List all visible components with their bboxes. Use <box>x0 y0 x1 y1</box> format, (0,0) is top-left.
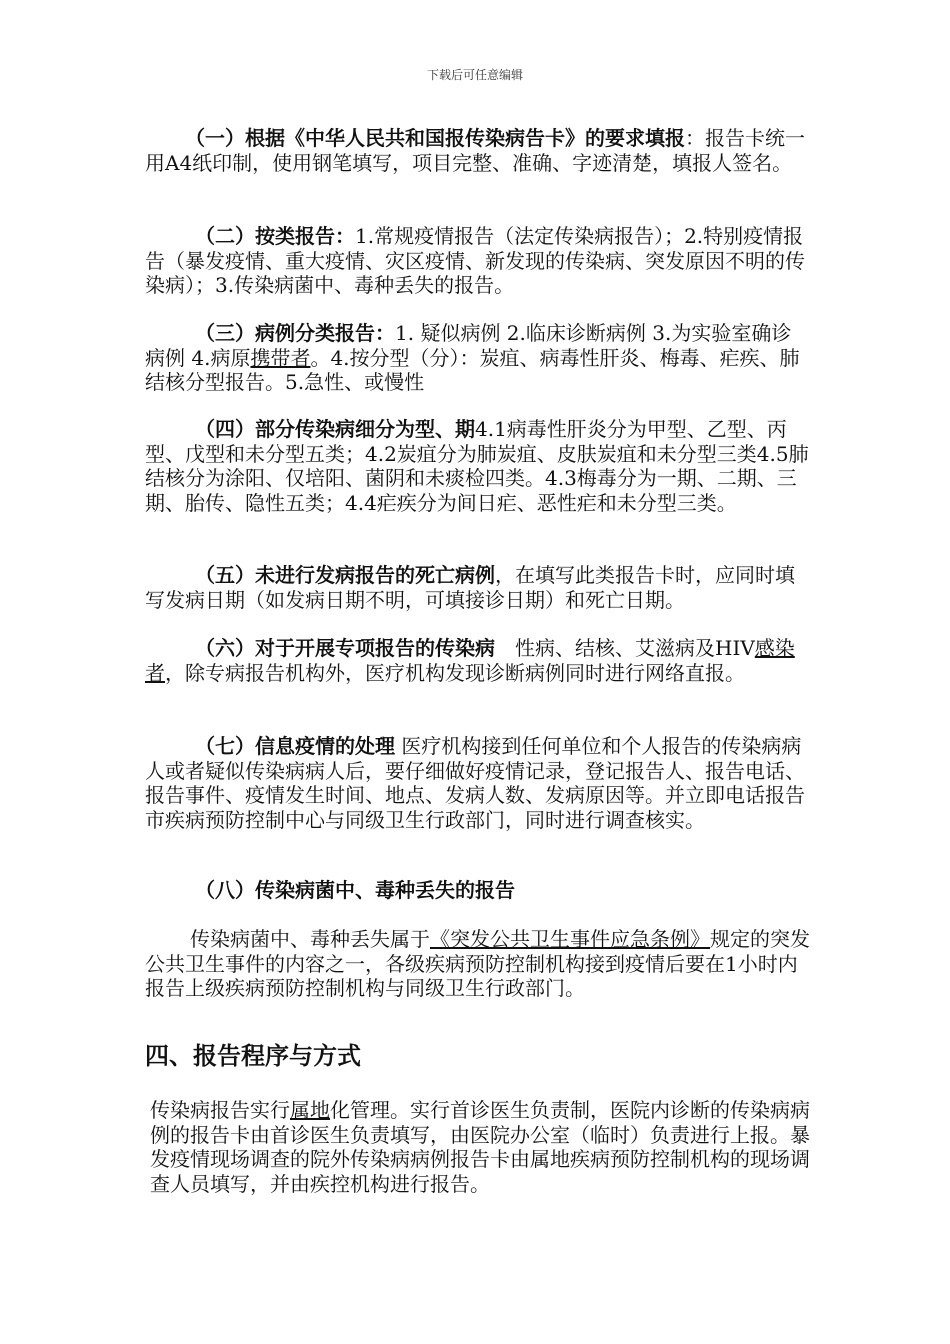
paragraph-6-body: 性病、结核、艾滋病及HIV <box>495 636 755 660</box>
section-paragraph <box>150 1098 810 1196</box>
section-paragraph-body-end: 化管理。实行首诊医生负责制，医院内诊断的传染病病例的报告卡由首诊医生负责填写，由医院办公室（临时）负责进行上报。暴发疫情现场调查的院外传染病病例报告卡由属地疾病预防控制机构的现场调查人员填写，并由疾控机构进行报告。 <box>150 1098 810 1196</box>
paragraph-3 <box>145 321 810 395</box>
paragraph-7-body: 医疗机构接到任何单位和个人报告的传染病病人或者疑似传染病病人后，要仔细做好疫情记录，登记报告人、报告电话、报告事件、疫情发生时间、地点、发病人数、发病原因等。并立即电话报告市疾病预防控制中心与同级卫生行政部门，同时进行调查核实。 <box>145 734 805 832</box>
paragraph-3-body-end: 。4.按分型（分）：炭疽、病毒性肝炎、梅毒、疟疾、肺结核分型报告。5.急性、或慢性 <box>145 345 800 394</box>
paragraph-6-underlined: 感染者 <box>145 636 795 685</box>
paragraph-7-heading: （七）信息疫情的处理 <box>195 734 395 758</box>
paragraph-5-heading: （五）未进行发病报告的死亡病例 <box>195 563 495 587</box>
paragraph-6-heading: （六）对于开展专项报告的传染病 <box>195 636 495 660</box>
paragraph-9-body-end: 规定的突发公共卫生事件的内容之一，各级疾病预防控制机构接到疫情后要在1小时内报告上级疾病预防控制机构与同级卫生行政部门。 <box>145 927 810 1000</box>
paragraph-8-heading: （八）传染病菌中、毒种丢失的报告 <box>195 878 515 902</box>
paragraph-9-underlined: 《突发公共卫生事件应急条例》 <box>430 927 710 951</box>
section-title: 四、报告程序与方式 <box>145 1041 361 1070</box>
paragraph-3-underlined: 携带者 <box>250 345 311 370</box>
paragraph-1-body: ：报告卡统一用A4纸印制，使用钢笔填写，项目完整、准确、字迹清楚，填报人签名。 <box>145 126 805 175</box>
paragraph-6-body-end: ，除专病报告机构外，医疗机构发现诊断病例同时进行网络直报。 <box>165 660 745 685</box>
paragraph-8 <box>145 878 810 903</box>
paragraph-3-body: 1. 疑似病例 2.临床诊断病例 3.为实验室确诊病例 4.病原 <box>145 321 792 370</box>
paragraph-5-body: ，在填写此类报告卡时，应同时填写发病日期（如发病日期不明，可填接诊日期）和死亡日期。 <box>145 563 795 612</box>
paragraph-2 <box>145 224 810 298</box>
paragraph-9-body: 传染病菌中、毒种丢失属于 <box>190 927 430 951</box>
page-header: 下载后可任意编辑 <box>426 68 523 82</box>
paragraph-2-heading: （二）按类报告： <box>195 224 355 248</box>
paragraph-1 <box>145 126 810 175</box>
paragraph-4-body: 4.1病毒性肝炎分为甲型、乙型、丙型、戊型和未分型五类；4.2炭疽分为肺炭疽、皮肤炭疽和未分型三类4.5肺结核分为涂阳、仅培阳、菌阴和未痰检四类。4.3梅毒分为一期、二期、三期、胎传、隐性五类；4.4疟疾分为间日疟、恶性疟和未分型三类。 <box>145 417 809 515</box>
paragraph-1-heading: （一）根据《中华人民共和国报传染病告卡》的要求填报 <box>185 126 685 150</box>
section-paragraph-body: 传染病报告实行 <box>150 1098 290 1122</box>
paragraph-9 <box>145 927 810 1001</box>
paragraph-6 <box>145 636 810 685</box>
section-paragraph-underlined: 属地 <box>290 1098 330 1122</box>
paragraph-3-heading: （三）病例分类报告： <box>195 321 395 345</box>
paragraph-4 <box>145 417 810 515</box>
paragraph-5 <box>145 563 810 612</box>
paragraph-7 <box>145 734 810 832</box>
paragraph-2-body: 1.常规疫情报告（法定传染病报告）；2.特别疫情报告（暴发疫情、重大疫情、灾区疫情、新发现的传染病、突发原因不明的传染病）；3.传染病菌中、毒种丢失的报告。 <box>145 224 805 297</box>
paragraph-4-heading: （四）部分传染病细分为型、期 <box>195 417 475 441</box>
